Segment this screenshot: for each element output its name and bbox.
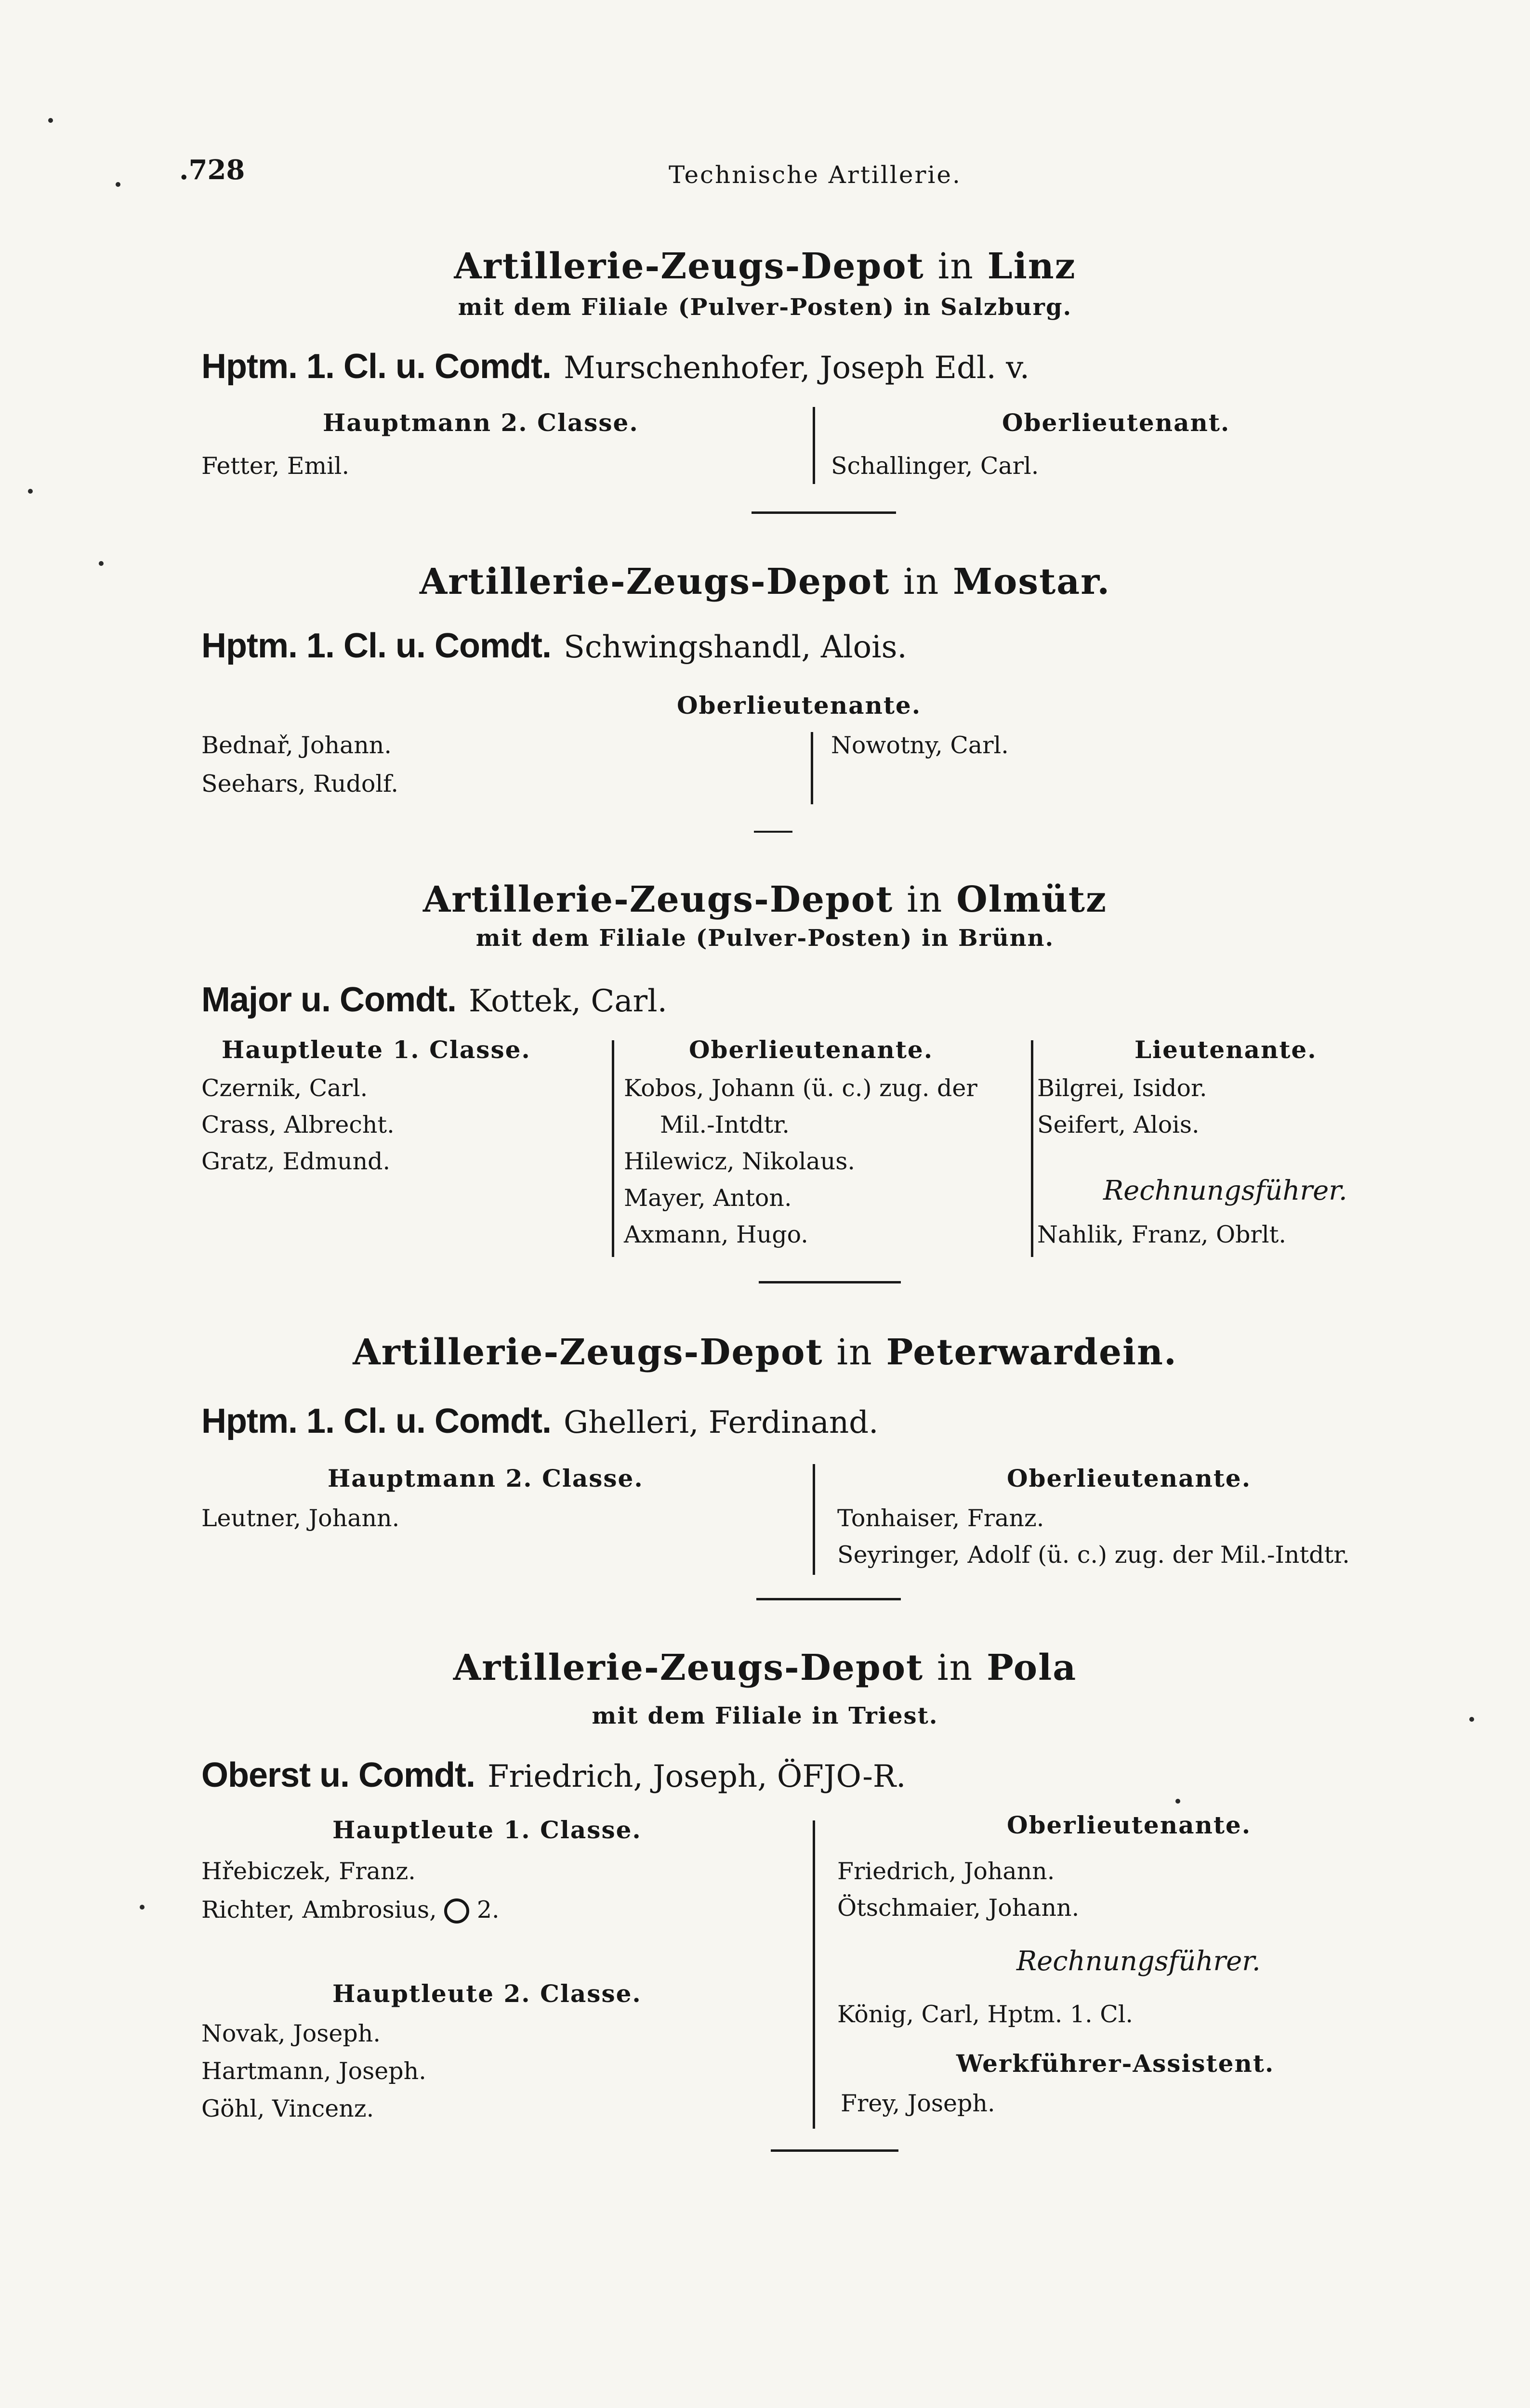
- section-rule: [759, 1281, 901, 1283]
- list-item: Ötschmaier, Johann.: [837, 1894, 1080, 1922]
- list-item: Axmann, Hugo.: [624, 1221, 808, 1248]
- column-head: Werkführer-Assistent.: [956, 2049, 1275, 2078]
- section-rule: [752, 511, 896, 514]
- column-divider: [813, 1464, 815, 1575]
- column-head: Hauptmann 2. Classe.: [323, 408, 639, 437]
- list-item: Frey, Joseph.: [841, 2090, 995, 2117]
- section-title-pola: Artillerie-Zeugs-Depot in Pola: [453, 1647, 1077, 1688]
- column-head: Hauptleute 1. Classe.: [222, 1035, 531, 1064]
- commandant-olmuetz: Major u. Comdt. Kottek, Carl.: [201, 981, 667, 1019]
- column-head: Hauptleute 1. Classe.: [332, 1816, 642, 1844]
- list-item: Friedrich, Johann.: [837, 1858, 1055, 1885]
- column-head: Oberlieutenante.: [1007, 1811, 1252, 1839]
- section-rule: [771, 2149, 898, 2152]
- column-head: Hauptleute 2. Classe.: [332, 1979, 642, 2008]
- list-item: Mayer, Anton.: [624, 1184, 792, 1212]
- column-head: Lieutenante.: [1134, 1035, 1317, 1064]
- speck: [140, 1905, 145, 1910]
- page-number: .728: [179, 154, 245, 186]
- list-item: Leutner, Johann.: [201, 1505, 400, 1532]
- list-item: Richter, Ambrosius, 2.: [201, 1896, 500, 1924]
- column-divider: [612, 1040, 614, 1257]
- list-item: Fetter, Emil.: [201, 452, 350, 480]
- column-head: Oberlieutenant.: [1002, 408, 1230, 437]
- speck: [48, 118, 53, 123]
- list-item: Schallinger, Carl.: [831, 452, 1039, 480]
- order-circle-icon: [444, 1898, 469, 1924]
- commandant-pola: Oberst u. Comdt. Friedrich, Joseph, ÖFJO-R.: [201, 1756, 906, 1794]
- commandant-peterwardein: Hptm. 1. Cl. u. Comdt. Ghelleri, Ferdinand.: [201, 1402, 879, 1440]
- list-item: Gratz, Edmund.: [201, 1148, 391, 1175]
- section-subtitle-olmuetz: mit dem Filiale (Pulver-Posten) in Brünn.: [475, 925, 1055, 952]
- section-subtitle-pola: mit dem Filiale in Triest.: [592, 1702, 938, 1729]
- section-rule: [756, 1598, 901, 1600]
- list-item: Bilgrei, Isidor.: [1037, 1074, 1207, 1102]
- list-item: Göhl, Vincenz.: [201, 2095, 374, 2122]
- column-head: Rechnungsführer.: [1016, 1946, 1261, 1977]
- column-head: Rechnungsführer.: [1103, 1175, 1347, 1206]
- speck: [116, 182, 120, 187]
- commandant-linz: Hptm. 1. Cl. u. Comdt. Murschenhofer, Joseph Edl. v.: [201, 347, 1030, 386]
- column-head: Oberlieutenante.: [1007, 1464, 1252, 1492]
- section-title-peterwardein: Artillerie-Zeugs-Depot in Peterwardein.: [353, 1332, 1177, 1373]
- column-head: Oberlieutenante.: [677, 691, 922, 720]
- list-item: Nowotny, Carl.: [831, 732, 1009, 759]
- list-item: Seifert, Alois.: [1037, 1111, 1200, 1139]
- list-item: Novak, Joseph.: [201, 2020, 381, 2047]
- list-item: Hřebiczek, Franz.: [201, 1858, 416, 1885]
- section-rule: [754, 831, 792, 833]
- list-item: Mil.-Intdtr.: [660, 1111, 790, 1139]
- list-item: Hilewicz, Nikolaus.: [624, 1148, 855, 1175]
- running-title: Technische Artillerie.: [669, 161, 962, 189]
- column-divider: [813, 1820, 815, 2129]
- column-head: Oberlieutenante.: [689, 1035, 934, 1064]
- speck: [1175, 1799, 1180, 1804]
- list-item: Kobos, Johann (ü. c.) zug. der: [624, 1074, 977, 1102]
- section-title-linz: Artillerie-Zeugs-Depot in Linz: [454, 246, 1076, 287]
- section-subtitle-linz: mit dem Filiale (Pulver-Posten) in Salzburg.: [458, 294, 1072, 321]
- column-divider: [1031, 1040, 1033, 1257]
- list-item: Tonhaiser, Franz.: [837, 1505, 1044, 1532]
- section-title-mostar: Artillerie-Zeugs-Depot in Mostar.: [419, 561, 1111, 602]
- speck: [28, 489, 33, 494]
- list-item: Hartmann, Joseph.: [201, 2057, 426, 2085]
- list-item: Crass, Albrecht.: [201, 1111, 395, 1139]
- list-item: Czernik, Carl.: [201, 1074, 368, 1102]
- column-divider: [813, 407, 815, 484]
- column-head: Hauptmann 2. Classe.: [328, 1464, 644, 1492]
- column-divider: [811, 732, 813, 804]
- list-item: König, Carl, Hptm. 1. Cl.: [837, 2001, 1133, 2028]
- commandant-mostar: Hptm. 1. Cl. u. Comdt. Schwingshandl, Alois.: [201, 627, 907, 665]
- list-item: Seehars, Rudolf.: [201, 770, 399, 798]
- section-title-olmuetz: Artillerie-Zeugs-Depot in Olmütz: [422, 879, 1108, 920]
- list-item: Seyringer, Adolf (ü. c.) zug. der Mil.-Intdtr.: [837, 1541, 1350, 1569]
- list-item: Nahlik, Franz, Obrlt.: [1037, 1221, 1286, 1248]
- list-item: Bednař, Johann.: [201, 732, 392, 759]
